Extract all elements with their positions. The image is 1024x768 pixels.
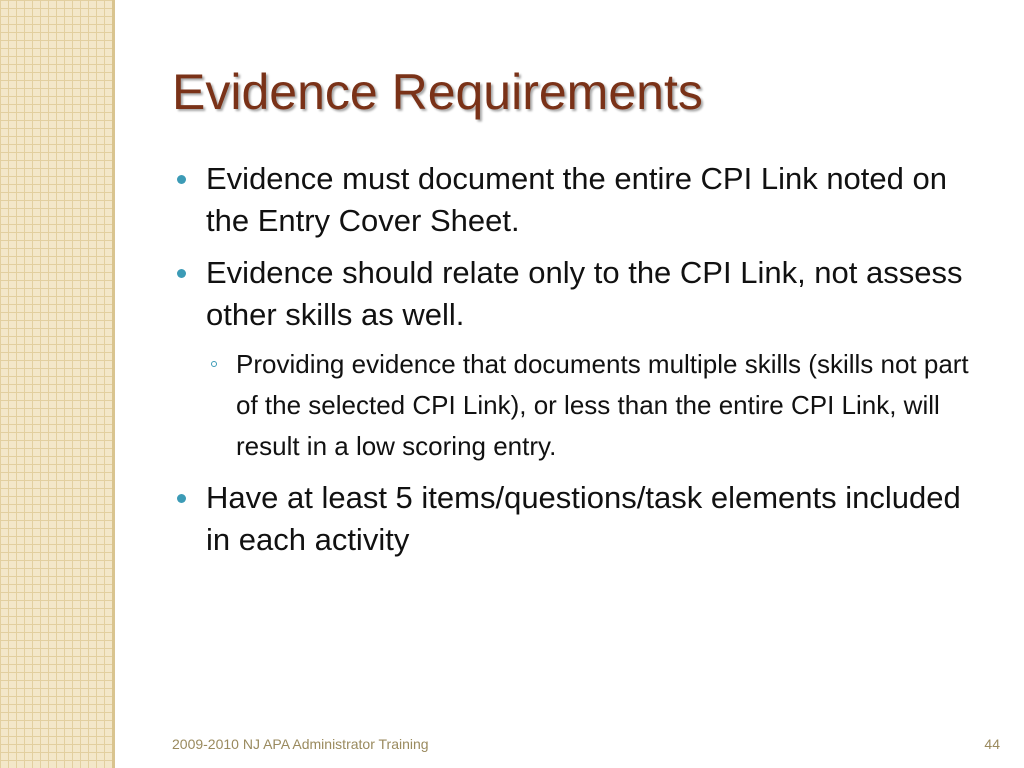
footer-text: 2009-2010 NJ APA Administrator Training	[172, 736, 429, 752]
bullet-list	[172, 158, 982, 571]
sub-bullet-ring-icon	[211, 361, 217, 367]
bullet-item	[172, 477, 982, 561]
bullet-text: Evidence must document the entire CPI Link noted on the Entry Cover Sheet.	[206, 161, 947, 238]
side-strip-edge	[112, 0, 115, 768]
bullet-text: Have at least 5 items/questions/task elements included in each activity	[206, 480, 961, 557]
slide-title: Evidence Requirements	[172, 64, 703, 120]
bullet-dot-icon	[177, 269, 186, 278]
decorative-side-strip	[0, 0, 112, 768]
bullet-text: Evidence should relate only to the CPI Link, not assess other skills as well.	[206, 255, 963, 332]
bullet-item	[172, 252, 982, 336]
bullet-dot-icon	[177, 175, 186, 184]
bullet-item	[172, 158, 982, 242]
bullet-dot-icon	[177, 494, 186, 503]
sub-bullet-item	[172, 344, 982, 467]
page-number: 44	[984, 736, 1000, 752]
sub-bullet-text: Providing evidence that documents multiple skills (skills not part of the selected CPI Link), or less than the entire CPI Link, will result in a low scoring entry.	[236, 349, 969, 461]
